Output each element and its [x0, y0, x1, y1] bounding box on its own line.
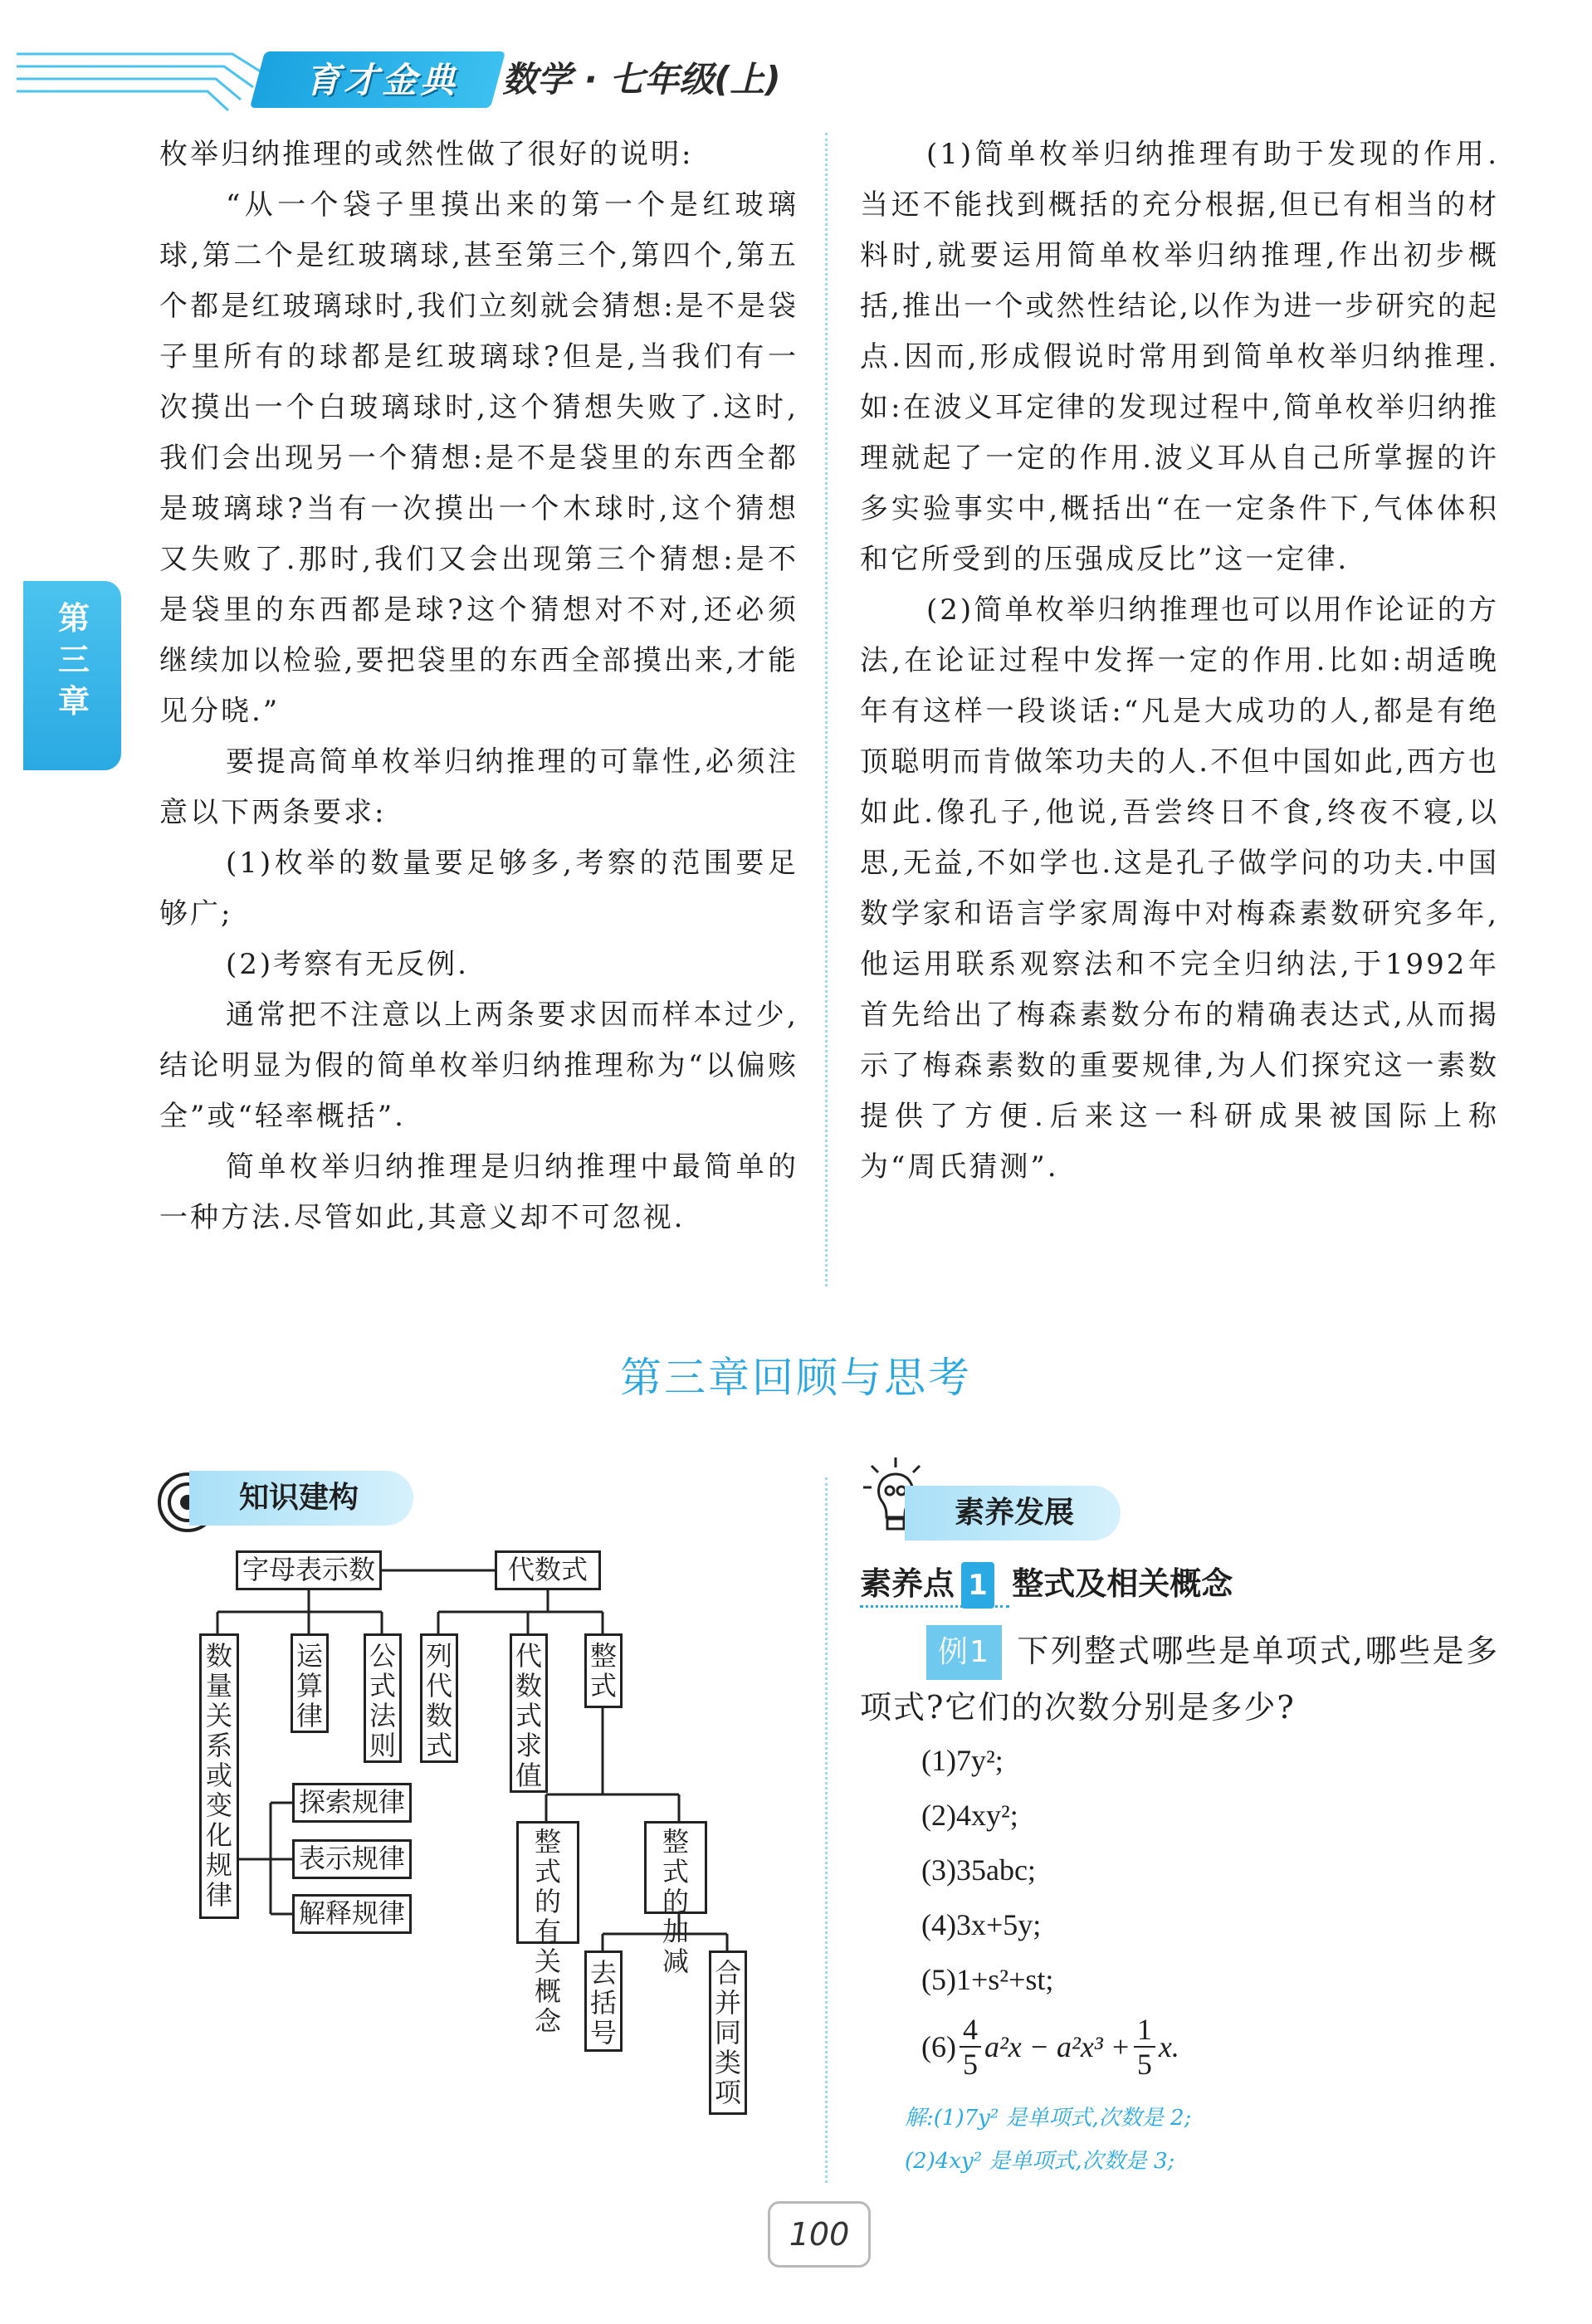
example-question [860, 1623, 1499, 1735]
write-expression-box: 列代数式 [420, 1633, 458, 1763]
answer-line: (2)4xy² 是单项式,次数是 3; [905, 2149, 1175, 2174]
root-box: 字母表示数 [236, 1550, 382, 1590]
item6-prefix: (6) [921, 2030, 956, 2063]
chapter-tab-label: 第三章 [57, 600, 90, 720]
right-text-column [860, 129, 1499, 1193]
polynomial-box: 整式 [584, 1633, 623, 1708]
section-title: 第三章回顾与思考 [620, 1354, 972, 1402]
paragraph: (2)考察有无反例. [226, 948, 469, 981]
example-item: (1)7y²; [921, 1744, 1004, 1777]
page-number: 100 [768, 2201, 871, 2268]
knowledge-badge: 知识建构 [189, 1471, 413, 1526]
example-item: (3)35abc; [921, 1853, 1036, 1887]
paragraph: (1)枚举的数量要足够多,考察的范围要足够广; [159, 847, 798, 930]
answers [905, 2097, 1502, 2183]
literacy-point-number: 1 [961, 1562, 994, 1609]
frac1-denominator: 5 [962, 2048, 978, 2081]
answer-line: 解:(1)7y² 是单项式,次数是 2; [905, 2106, 1192, 2131]
frac2-numerator: 1 [1134, 2013, 1155, 2048]
heading-underline [860, 1605, 1009, 1608]
express-rules-box: 表示规律 [292, 1839, 412, 1879]
operation-laws-box: 运算律 [291, 1633, 329, 1733]
example-item: (2)4xy²; [921, 1799, 1018, 1832]
example-tag: 例1 [926, 1625, 1002, 1680]
algebraic-box: 代数式 [495, 1550, 601, 1590]
quantity-relations-box: 数量关系或变化规律 [199, 1633, 239, 1919]
combine-like-terms-box: 合并同类项 [709, 1950, 747, 2115]
fraction-4-5 [960, 2013, 981, 2081]
paragraph: (2)简单枚举归纳推理也可以用作论证的方法,在论证过程中发挥一定的作用.比如:胡适晚年有这样一段谈话:“凡是大成功的人,都是有绝顶聪明而肯做笨功夫的人.不但中国如此,西方也如此.像孔子,他说,吾尝终日不食,终夜不寝,以思,无益,不如学也.这是孔子做学问的功夫.中国数学家和语言学家周海中对梅森素数研究多年,他运用联系观察法和不完全归纳法,于1992年首先给出了梅森素数分布的精确表达式,从而揭示了梅森素数的重要规律,为人们探究这一素数提供了方便.后来这一科研成果被国际上称为“周氏猜测”. [860, 593, 1499, 1184]
frac2-denominator: 5 [1136, 2048, 1152, 2081]
paragraph: 通常把不注意以上两条要求因而样本过少,结论明显为假的简单枚举归纳推理称为“以偏赅全”或“轻率概括”. [159, 998, 798, 1133]
explain-rules-box: 解释规律 [292, 1894, 412, 1934]
polynomial-addsub-box: 整式的加减 [644, 1821, 707, 1914]
example-item-6 [921, 2007, 1502, 2087]
item6-mid-term: a²x − a²x³ + [984, 2030, 1131, 2063]
literacy-point-label: 素养点 [860, 1565, 955, 1602]
paragraph: (1)简单枚举归纳推理有助于发现的作用.当还不能找到概括的充分根据,但已有相当的材料时,就要运用简单枚举归纳推理,作出初步概括,推出一个或然性结论,以作为进一步研究的起点.因而,形成假说时常用到简单枚举归纳推理.如:在波义耳定律的发现过程中,简单枚举归纳推理就起了一定的作用.波义耳从自己所掌握的许多实验事实中,概括出“在一定条件下,气体体积和它所受到的压强成反比”这一定律. [860, 138, 1499, 576]
evaluate-expression-box: 代数式求值 [510, 1633, 548, 1793]
polynomial-concepts-box: 整式的有关概念 [516, 1821, 579, 1944]
example-item: (5)1+s²+st; [921, 1963, 1054, 1996]
fraction-1-5 [1134, 2013, 1155, 2081]
paragraph: 枚举归纳推理的或然性做了很好的说明: [159, 138, 694, 171]
paragraph: 要提高简单枚举归纳推理的可靠性,必须注意以下两条要求: [159, 745, 798, 829]
example-items [921, 1733, 1502, 2087]
frac1-numerator: 4 [960, 2013, 981, 2048]
explore-rules-box: 探索规律 [292, 1783, 412, 1823]
literacy-point-heading [860, 1560, 1491, 1607]
remove-brackets-box: 去括号 [584, 1950, 623, 2052]
example-question-text: 下列整式哪些是单项式,哪些是多项式?它们的次数分别是多少? [860, 1633, 1499, 1726]
header-brand: 育才金典 [305, 60, 458, 100]
paragraph: “从一个袋子里摸出来的第一个是红玻璃球,第二个是红玻璃球,甚至第三个,第四个,第五个都是红玻璃球时,我们立刻就会猜想:是不是袋子里所有的球都是红玻璃球?但是,当我们有一次摸出一个白玻璃球时,这个猜想失败了.这时,我们会出现另一个猜想:是不是袋里的东西全都是玻璃球?当有一次摸出一个木球时,这个猜想又失败了.那时,我们又会出现第三个猜想:是不是袋里的东西都是球?这个猜想对不对,还必须继续加以检验,要把袋里的东西全部摸出来,才能见分晓.” [159, 188, 798, 728]
example-item: (4)3x+5y; [921, 1908, 1042, 1941]
formulas-box: 公式法则 [364, 1633, 402, 1763]
literacy-badge: 素养发展 [905, 1486, 1121, 1540]
item6-suffix: x. [1158, 2030, 1179, 2063]
paragraph: 简单枚举归纳推理是归纳推理中最简单的一种方法.尽管如此,其意义却不可忽视. [159, 1150, 798, 1234]
literacy-point-title: 整式及相关概念 [1012, 1565, 1233, 1602]
header-subject: 数学 · 七年级(上) [502, 59, 781, 100]
